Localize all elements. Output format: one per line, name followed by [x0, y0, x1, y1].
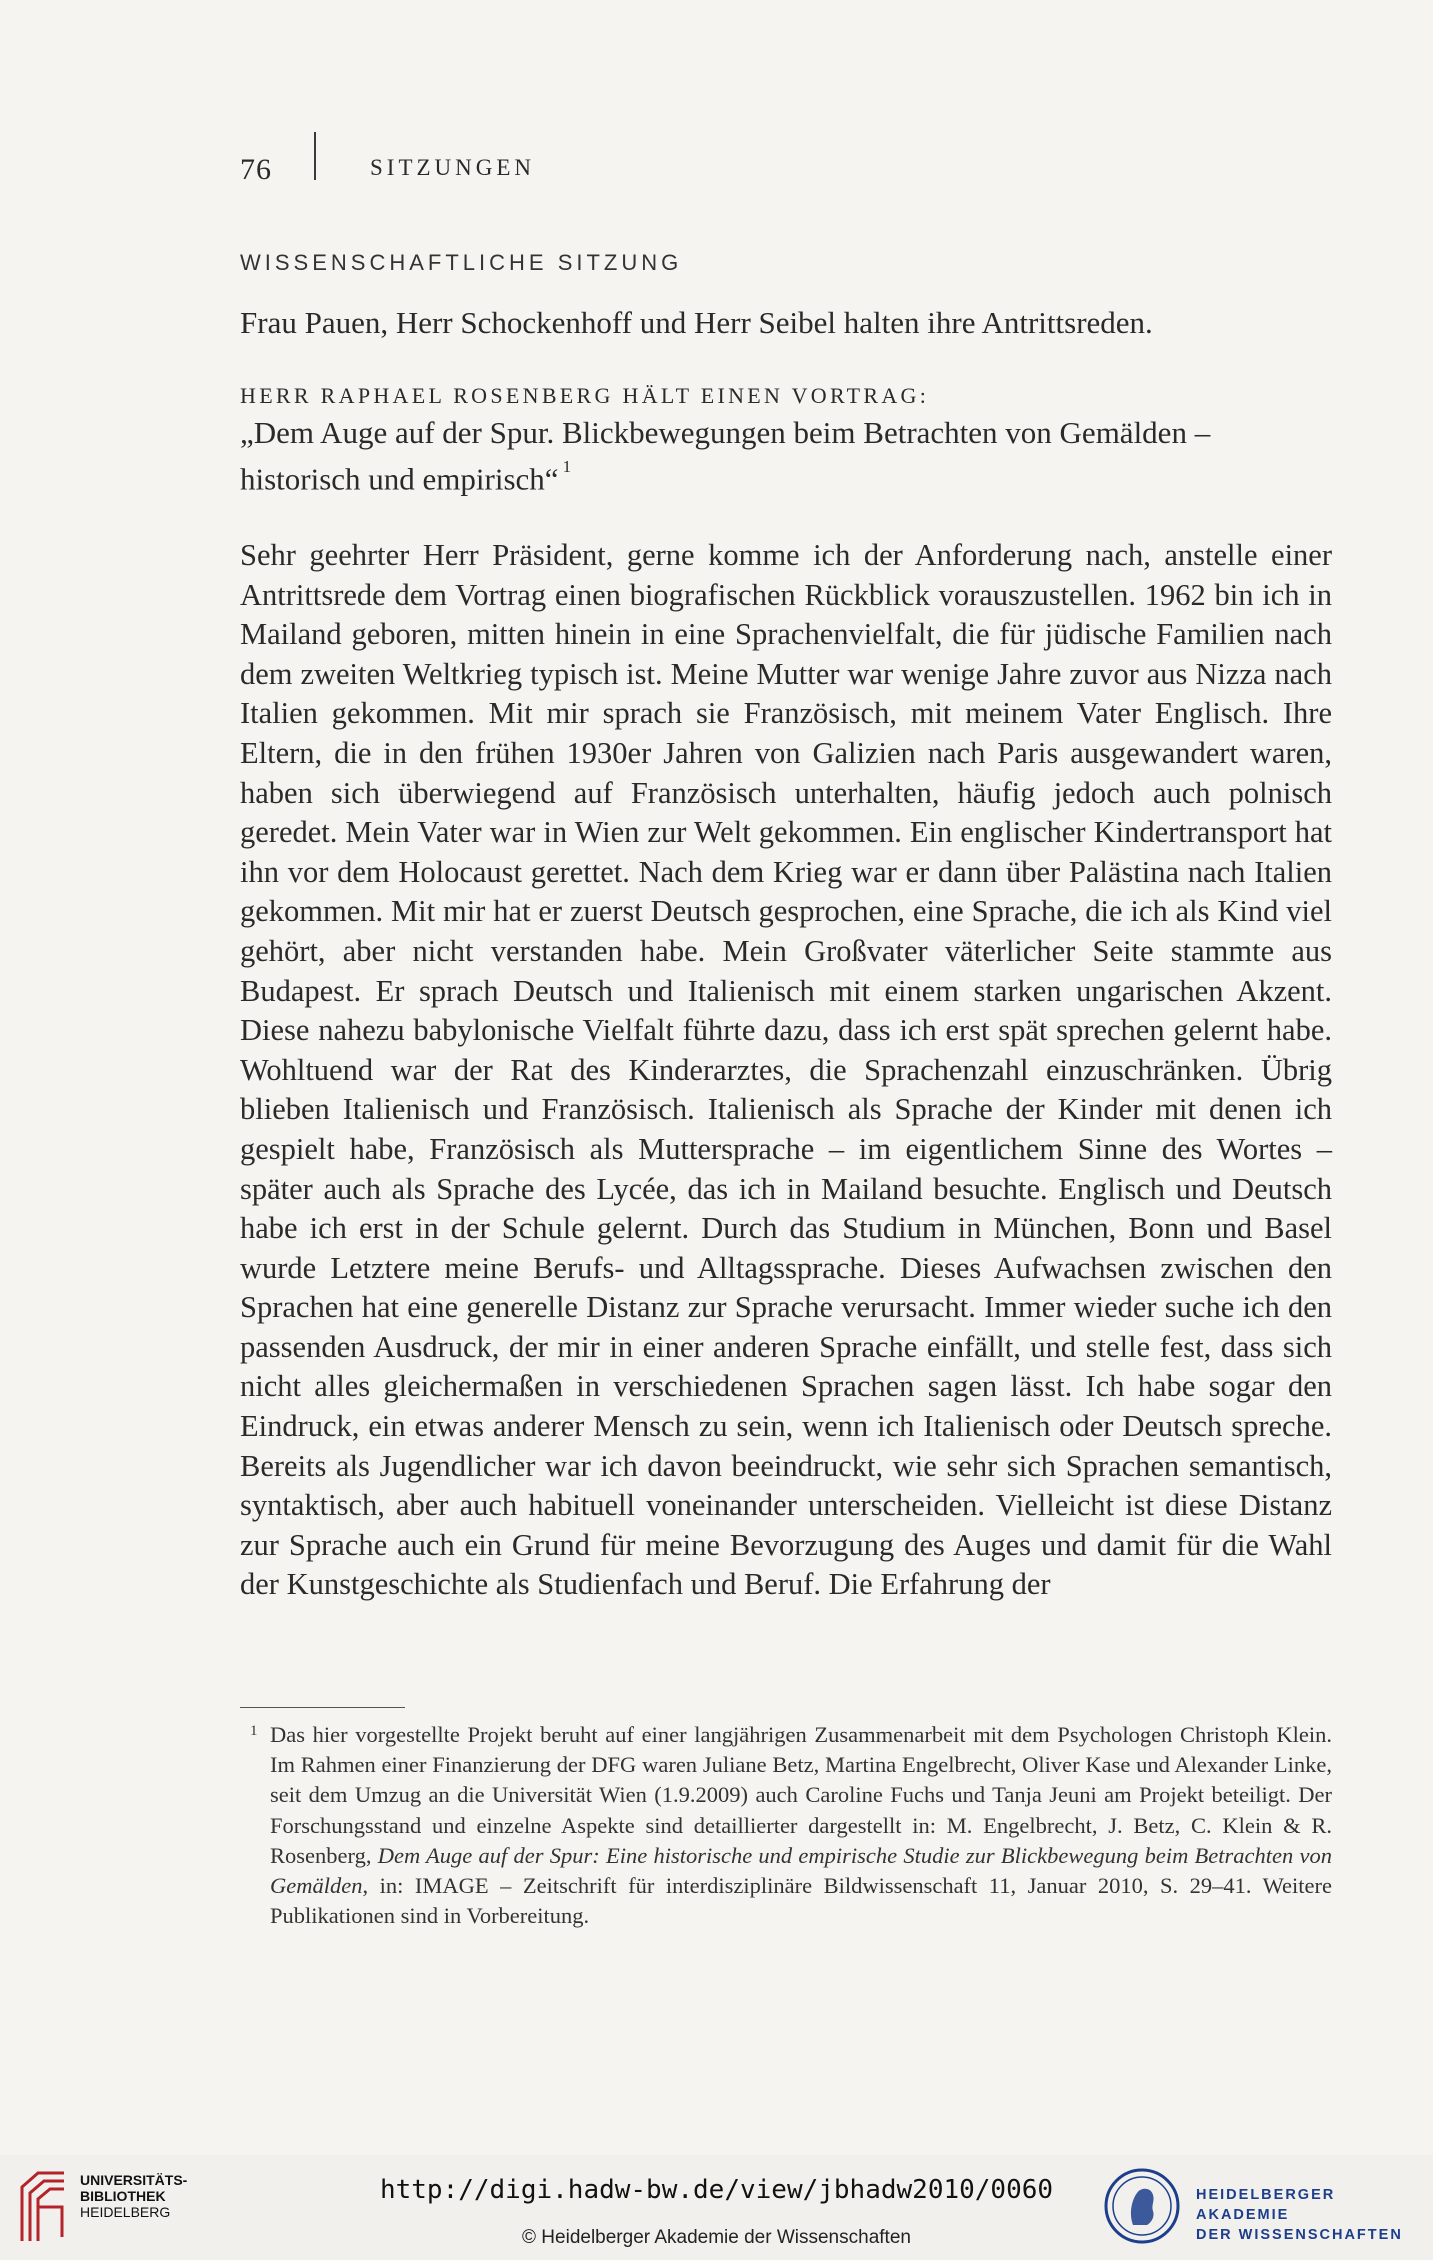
page-number: 76 — [240, 153, 272, 186]
running-head — [240, 150, 315, 190]
body-paragraph: Sehr geehrter Herr Präsident, gerne komme ich der Anforderung nach, anstelle einer Antrittsrede dem Vortrag einen biografischen Rückblick vorauszustellen. 1962 bin ich in Mailand geboren, mitten hinein in eine Sprachenvielfalt, die für jüdische Familien nach dem zweiten Weltkrieg typisch ist. Meine Mutter war wenige Jahre zuvor aus Nizza nach Italien gekommen. Mit mir sprach sie Französisch, mit meinem Vater Englisch. Ihre Eltern, die in den frühen 1930er Jahren von Galizien nach Paris ausgewandert waren, haben sich überwiegend auf Französisch unterhalten, häufig jedoch auch polnisch geredet. Mein Vater war in Wien zur Welt gekommen. Ein englischer Kindertransport hat ihn vor dem Holocaust gerettet. Nach dem Krieg war er dann über Palästina nach Italien gekommen. Mit mir hat er zuerst Deutsch gesprochen, eine Sprache, die ich als Kind viel gehört, aber nicht verstanden habe. Mein Großvater väterlicher Seite stammte aus Budapest. Er sprach Deutsch und Italienisch mit einem starken ungarischen Akzent. Diese nahezu babylonische Vielfalt führte dazu, dass ich erst spät sprechen gelernt habe. Wohltuend war der Rat des Kinderarztes, die Sprachenzahl einzuschränken. Übrig blieben Italienisch und Französisch. Italienisch als Sprache der Kinder mit denen ich gespielt habe, Französisch als Muttersprache – im eigentlichem Sinne des Wortes – später auch als Sprache des Lycée, das ich in Mailand besuchte. Englisch und Deutsch habe ich erst in der Schule gelernt. Durch das Studium in München, Bonn und Basel wurde Letztere meine Berufs- und Alltagssprache. Dieses Aufwachsen zwischen den Sprachen hat eine generelle Distanz zur Sprache verursacht. Immer wieder suche ich den passenden Ausdruck, der mir in einer anderen Sprache einfällt, und stelle fest, dass sich nicht alles gleichermaßen in verschiedenen Sprachen sagen lässt. Ich habe sogar den Eindruck, ein etwas anderer Mensch zu sein, wenn ich Italienisch oder Deutsch spreche. Bereits als Jugendlicher war ich davon beeindruckt, wie sehr sich Sprachen semantisch, syntaktisch, aber auch habituell voneinander unterscheiden. Vielleicht ist diese Distanz zur Sprache auch ein Grund für meine Bevorzugung des Auges und damit für die Wahl der Kunstgeschichte als Studienfach und Beruf. Die Erfahrung der — [240, 538, 1332, 1602]
academy-seal-icon — [1103, 2167, 1181, 2245]
footnote — [240, 1720, 1332, 1931]
footnote-text-part1: Das hier vorgestellte Projekt beruht auf einer langjährigen Zusammenarbeit mit dem Psychologen Christoph Klein. Im Rahmen einer Finanzierung der DFG waren Juliane Betz, Martina Engelbrecht, Oliver Kase und Alexander Linke, seit dem Umzug an die Universität Wien (1.9.2009) auch Caroline Fuchs und Tanja Jeuni am Projekt beteiligt. Der Forschungsstand und einzelne Aspekte sind detaillierter dargestellt in: M. Engelbrecht, J. Betz, C. Klein & R. Rosenberg, — [270, 1722, 1332, 1868]
footnote-mark: 1 — [250, 1723, 258, 1739]
source-url-link[interactable]: http://digi.hadw-bw.de/view/jbhadw2010/0060 — [379, 2175, 1054, 2205]
library-line-1: UNIVERSITÄTS- — [80, 2172, 188, 2188]
footnote-reference[interactable]: 1 — [562, 457, 572, 476]
footnote-body — [240, 1720, 1332, 1931]
talk-title-text: „Dem Auge auf der Spur. Blickbewegungen beim Betrachten von Gemälden – historisch und empirisch“ — [240, 415, 1211, 497]
talk-title — [240, 413, 1330, 499]
library-line-3: HEIDELBERG — [80, 2204, 171, 2220]
section-heading: WISSENSCHAFTLICHE SITZUNG — [240, 250, 683, 275]
running-head-section: SITZUNGEN — [370, 155, 536, 180]
copyright-notice: © Heidelberger Akademie der Wissenschaften — [522, 2227, 911, 2248]
intro-paragraph: Frau Pauen, Herr Schockenhoff und Herr Seibel halten ihre Antrittsreden. — [240, 305, 1153, 340]
footnote-divider — [240, 1707, 405, 1708]
academy-line-1: HEIDELBERGER AKADEMIE — [1196, 2187, 1336, 2223]
speaker-line: HERR RAPHAEL ROSENBERG HÄLT EINEN VORTRAG: — [240, 383, 930, 408]
library-line-2: BIBLIOTHEK — [80, 2188, 166, 2204]
academy-line-2: DER WISSENSCHAFTEN — [1196, 2227, 1403, 2243]
academy-label — [1196, 2185, 1433, 2245]
running-head-divider — [314, 132, 316, 180]
footnote-text-part2: , in: IMAGE – Zeitschrift für interdisziplinäre Bildwissenschaft 11, Januar 2010, S. 29–41. Weitere Publikationen sind in Vorbereitung. — [270, 1873, 1332, 1929]
footnote-cited-title: Dem Auge auf der Spur: Eine historische und empirische Studie zur Blickbewegung beim Betrachten von Gemälden — [270, 1842, 1333, 1899]
